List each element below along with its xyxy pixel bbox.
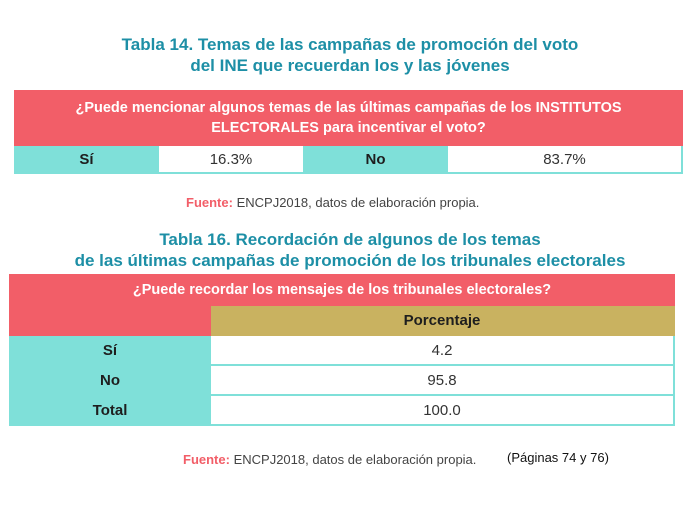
tabla14-no-label: No — [304, 145, 447, 173]
pages-note: (Páginas 74 y 76) — [507, 450, 609, 465]
table-row — [10, 365, 674, 395]
tabla14-si-value: 16.3% — [158, 145, 304, 173]
table-row — [10, 335, 674, 365]
tabla16-row-value: 95.8 — [210, 365, 674, 395]
tabla16-source-label: Fuente: — [183, 452, 230, 467]
tabla16-row-value: 4.2 — [210, 335, 674, 365]
tabla14-source — [186, 195, 479, 210]
tabla16-column-header: Porcentaje — [210, 305, 674, 335]
tabla14-title — [0, 34, 700, 76]
tabla16-title — [0, 229, 700, 271]
tabla14-title-line1: Tabla 14. Temas de las campañas de promoción del voto — [121, 35, 579, 54]
tabla14-title-line2: del INE que recuerdan los y las jóvenes — [190, 56, 510, 75]
tabla14-question-line2: ELECTORALES para incentivar el voto? — [211, 120, 486, 136]
tabla14-no-value: 83.7% — [447, 145, 682, 173]
tabla16-row-label: Sí — [10, 335, 210, 365]
tabla14-table — [14, 90, 683, 174]
tabla16-row-label: No — [10, 365, 210, 395]
tabla14-source-text: ENCPJ2018, datos de elaboración propia. — [236, 195, 480, 210]
tabla16-title-line1: Tabla 16. Recordación de algunos de los temas — [159, 230, 541, 249]
tabla16-title-line2: de las últimas campañas de promoción de los tribunales electorales — [74, 251, 626, 270]
tabla16-table — [9, 274, 675, 426]
tabla16-source — [183, 452, 476, 467]
tabla14-question — [15, 91, 682, 145]
tabla16-header-blank — [10, 305, 210, 335]
table-row — [10, 395, 674, 425]
tabla14-si-label: Sí — [15, 145, 158, 173]
tabla16-question: ¿Puede recordar los mensajes de los tribunales electorales? — [10, 275, 674, 305]
tabla14-source-label: Fuente: — [186, 195, 233, 210]
tabla16-row-value: 100.0 — [210, 395, 674, 425]
tabla16-source-text: ENCPJ2018, datos de elaboración propia. — [233, 452, 477, 467]
tabla14-question-line1: ¿Puede mencionar algunos temas de las últimas campañas de los INSTITUTOS — [75, 100, 622, 116]
tabla16-row-label: Total — [10, 395, 210, 425]
tabla14-answer-row — [15, 145, 682, 173]
